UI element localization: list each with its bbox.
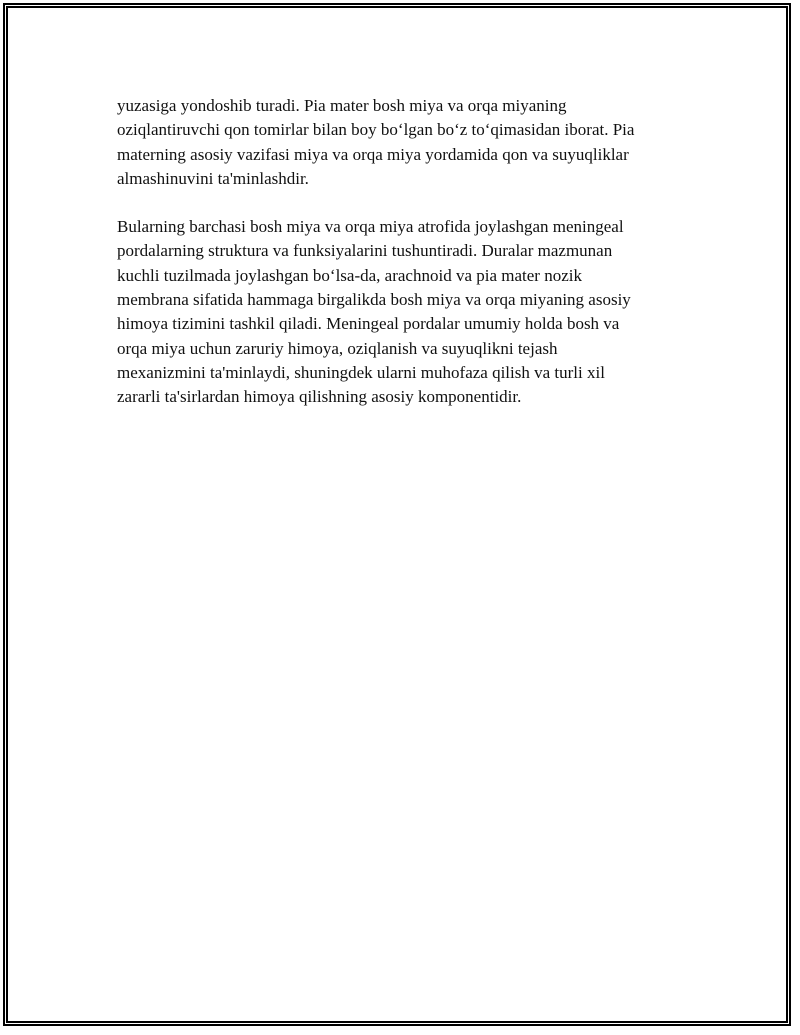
paragraph-1: yuzasiga yondoshib turadi. Pia mater bosh miya va orqa miyaning oziqlantiruvchi qon tomirlar bilan boy bo‘lgan bo‘z to‘qimasidan iborat. Pia materning asosiy vazifasi miya va orqa miya yordamida qon va suyuqliklar almashinuvini ta'minlashdir.	[117, 96, 635, 188]
document-body	[117, 94, 677, 434]
paragraph-2: Bularning barchasi bosh miya va orqa miya atrofida joylashgan meningeal pordalarning struktura va funksiyalarini tushuntiradi. Duralar mazmunan kuchli tuzilmada joylashgan bo‘lsa-da, arachnoid va pia mater nozik membrana sifatida hammaga birgalikda bosh miya va orqa miyaning asosiy himoya tizimini tashkil qiladi. Meningeal pordalar umumiy holda bosh va orqa miya uchun zaruriy himoya, oziqlanish va suyuqlikni tejash mexanizmini ta'minlaydi, shuningdek ularni muhofaza qilish va turli xil zararli ta'sirlardan himoya qilishning asosiy komponentidir.	[117, 217, 631, 407]
